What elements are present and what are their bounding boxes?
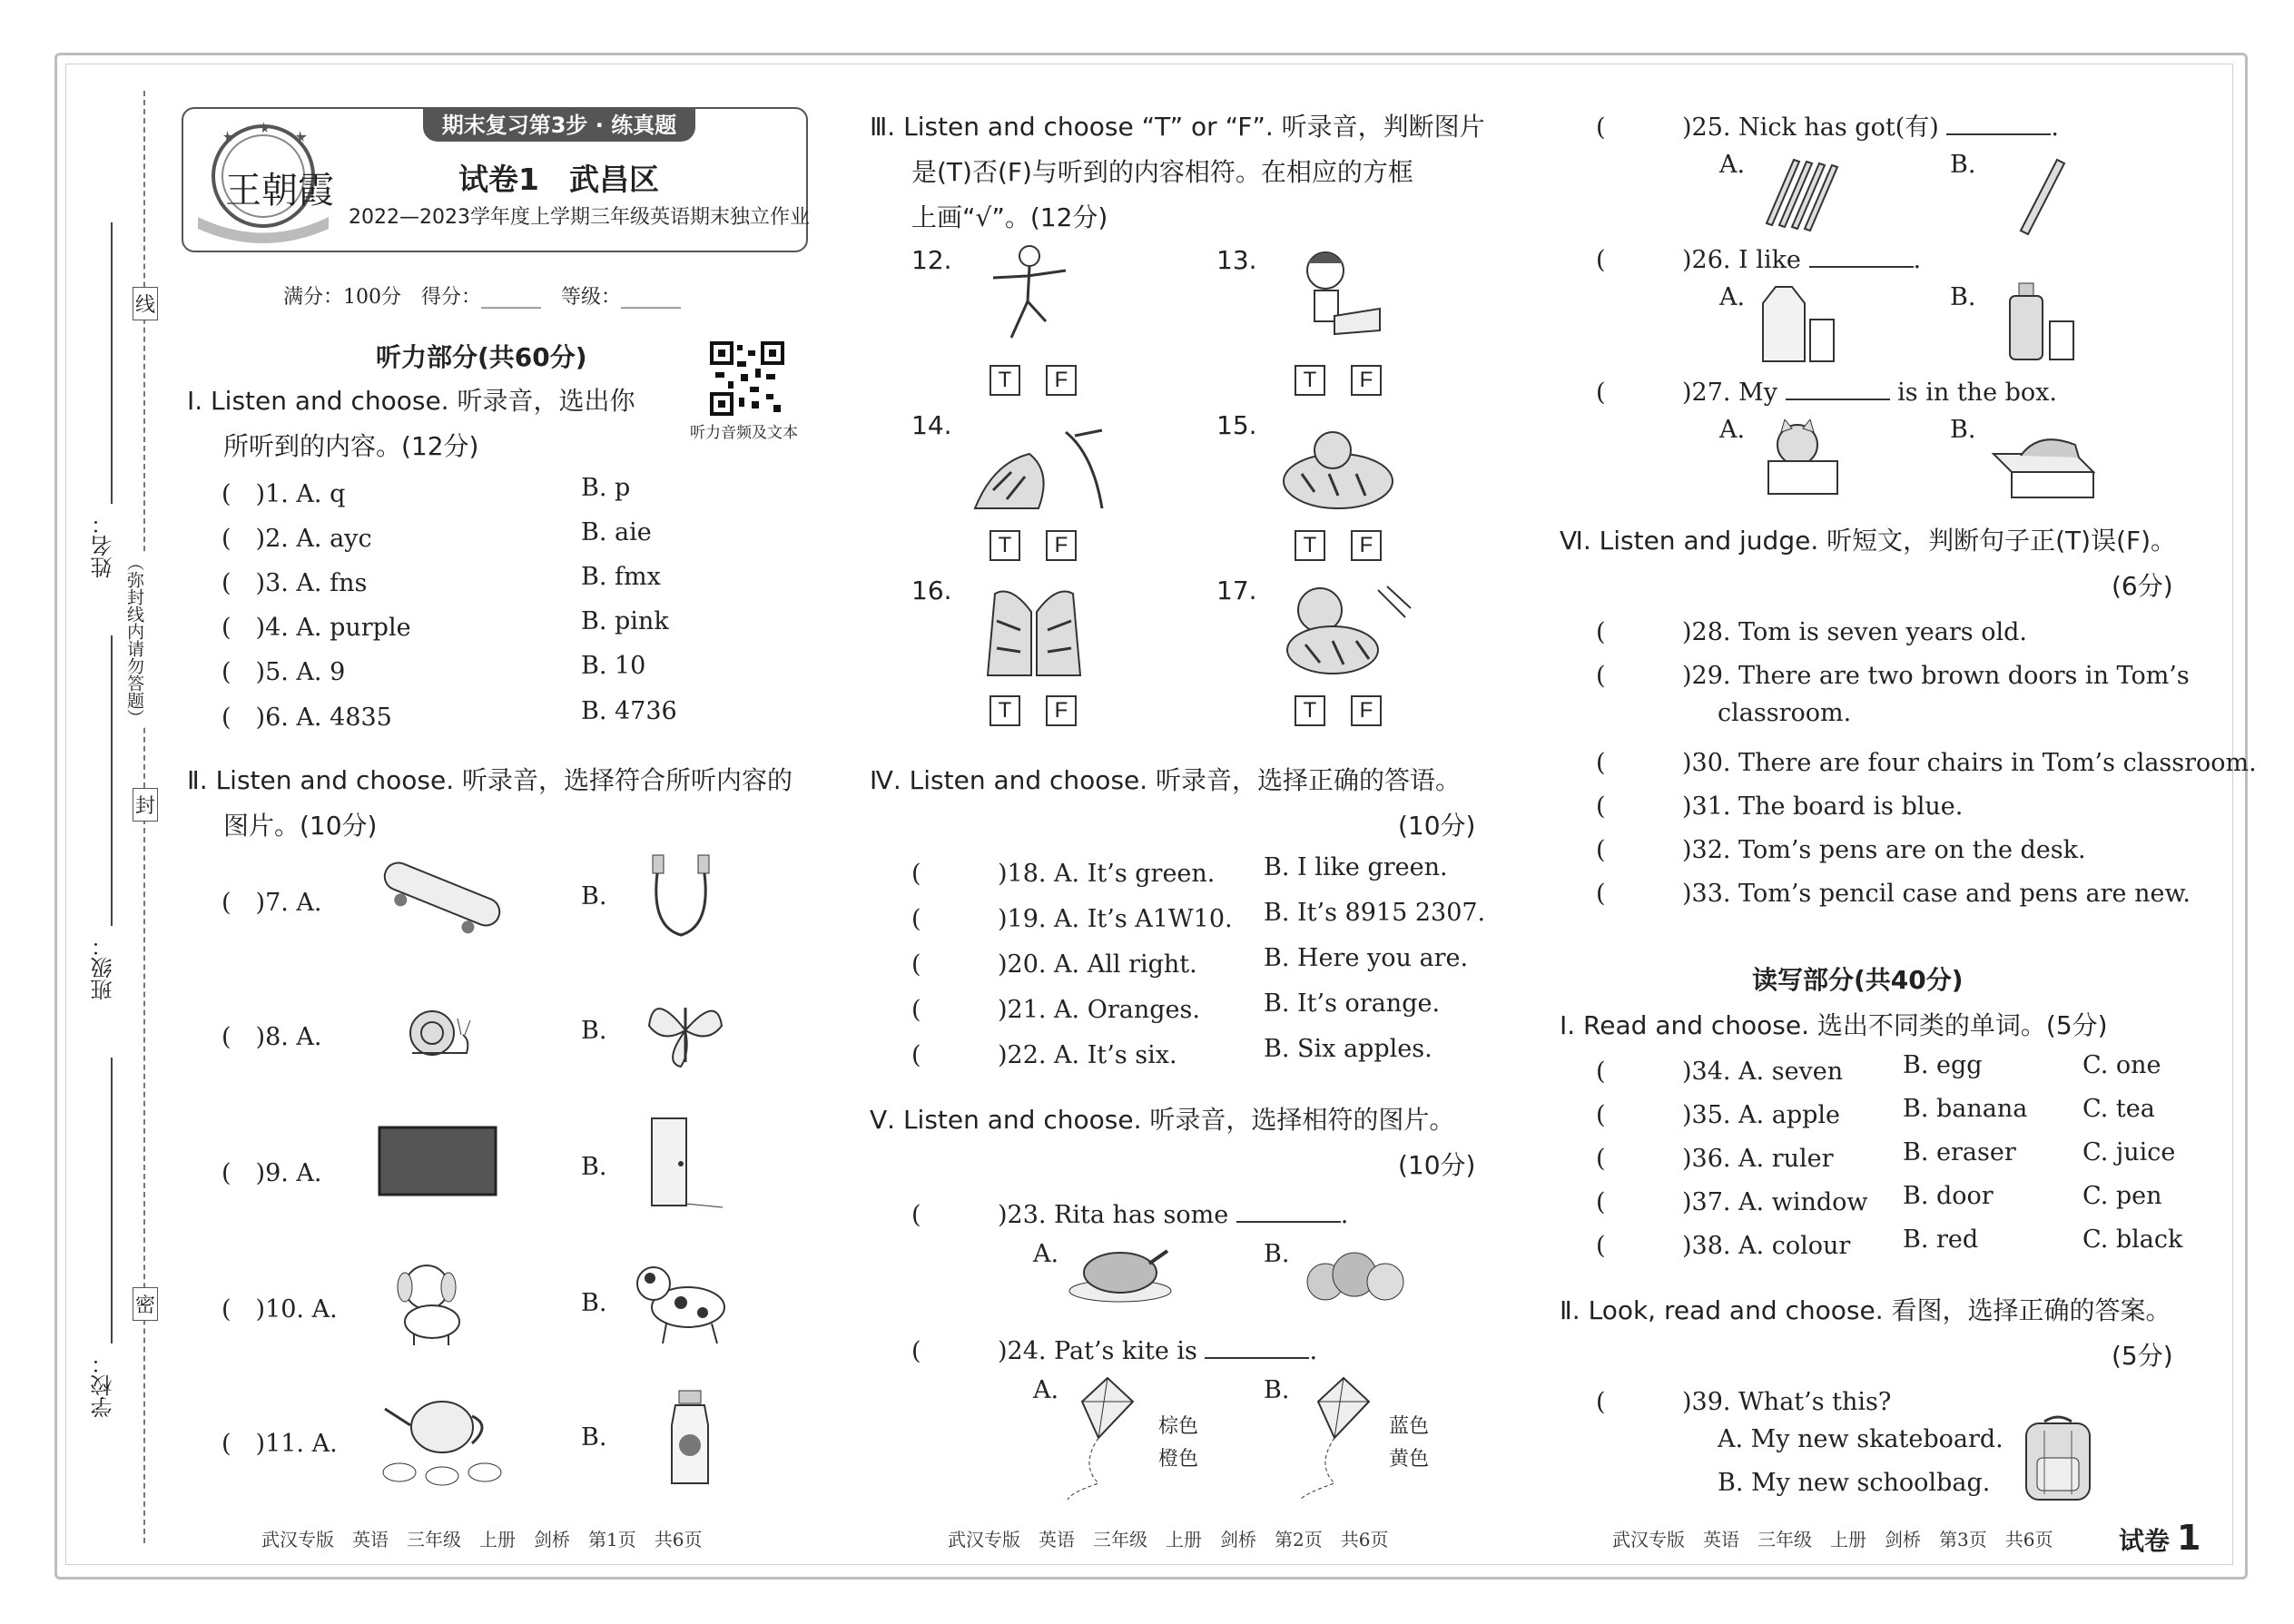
- q39[interactable]: ( )39. What’s this?: [1596, 1388, 1892, 1416]
- header-banner: 期末复习第3步 · 练真题: [423, 109, 695, 142]
- footer-page-3: 武汉专版 英语 三年级 上册 剑桥 第3页 共6页: [1612, 1529, 2053, 1550]
- q13-num: 13.: [1216, 245, 1257, 275]
- q12-tf[interactable]: T F: [989, 365, 1102, 396]
- running-boy-icon: [984, 243, 1075, 349]
- q31[interactable]: ( )31. The board is blue.: [1596, 792, 1964, 821]
- snail-icon: [403, 999, 476, 1066]
- q21-b: B. It’s orange.: [1264, 989, 1441, 1018]
- q37[interactable]: ( )37. A. window: [1596, 1188, 1868, 1216]
- q10-b: B.: [581, 1289, 607, 1317]
- boy-reading-icon: [1289, 243, 1389, 349]
- q17-tf[interactable]: T F: [1295, 695, 1407, 726]
- skateboard-icon: [374, 853, 510, 939]
- q7[interactable]: ( )7. A.: [222, 889, 322, 917]
- kite-a-icon: [1062, 1374, 1135, 1505]
- q1[interactable]: ( )1. A. q: [222, 480, 346, 508]
- s2-title2: 图片。(10分): [223, 811, 378, 841]
- q27-a: A.: [1719, 416, 1746, 444]
- puppy-icon: [381, 1256, 481, 1351]
- q39-b: B. My new schoolbag.: [1718, 1469, 1991, 1497]
- q34[interactable]: ( )34. A. seven: [1596, 1058, 1844, 1086]
- q35[interactable]: ( )35. A. apple: [1596, 1101, 1840, 1129]
- fruit-basket-icon: [1300, 1244, 1409, 1311]
- s3-title2: 是(T)否(F)与听到的内容相符。在相应的方框: [911, 157, 1413, 187]
- s3-title: Ⅲ. Listen and choose “T” or “F”. 听录音，判断图片: [870, 112, 1485, 142]
- q4[interactable]: ( )4. A. purple: [222, 614, 411, 642]
- q18-b: B. I like green.: [1264, 853, 1448, 881]
- q35-c: C. tea: [2082, 1095, 2155, 1123]
- spotted-dog-icon: [626, 1253, 744, 1356]
- q36-b: B. eraser: [1903, 1138, 2016, 1166]
- q5-b: B. 10: [581, 652, 646, 680]
- q16-num: 16.: [911, 576, 952, 605]
- q36-c: C. juice: [2082, 1138, 2176, 1166]
- door-icon: [643, 1113, 724, 1216]
- butterfly-icon: [645, 989, 726, 1075]
- pencil-icon: [2015, 154, 2070, 240]
- q37-b: B. door: [1903, 1182, 1994, 1210]
- q17-num: 17.: [1216, 576, 1257, 605]
- q32[interactable]: ( )32. Tom’s pens are on the desk.: [1596, 836, 2086, 864]
- q6[interactable]: ( )6. A. 4835: [222, 704, 392, 732]
- q23-b: B.: [1264, 1240, 1290, 1268]
- q30[interactable]: ( )30. There are four chairs in Tom’s classroom.: [1596, 749, 2257, 777]
- qr-caption: 听力音频及文本: [690, 424, 798, 442]
- kite-a-color-1: 棕色: [1158, 1415, 1199, 1438]
- pencils-icon: [1757, 151, 1839, 236]
- schoolbag-icon: [2017, 1412, 2099, 1507]
- kite-b-color-2: 黄色: [1389, 1448, 1430, 1471]
- q21[interactable]: ( )21. A. Oranges.: [911, 996, 1200, 1024]
- q15-num: 15.: [1216, 410, 1257, 440]
- side-class-label: 班级：: [91, 935, 116, 1000]
- q34-c: C. one: [2082, 1051, 2161, 1079]
- q8[interactable]: ( )8. A.: [222, 1023, 322, 1051]
- q24[interactable]: ( )24. Pat’s kite is .: [911, 1337, 1318, 1365]
- q10[interactable]: ( )10. A.: [222, 1295, 338, 1324]
- q6-b: B. 4736: [581, 697, 677, 725]
- q11-b: B.: [581, 1423, 607, 1452]
- footer-page-1: 武汉专版 英语 三年级 上册 剑桥 第1页 共6页: [261, 1529, 703, 1550]
- q14-num: 14.: [911, 410, 952, 440]
- q20[interactable]: ( )20. A. All right.: [911, 950, 1197, 979]
- q7-b: B.: [581, 882, 607, 910]
- score-line: 满分：100分 得分：______ 等级：______: [283, 286, 681, 309]
- q38[interactable]: ( )38. A. colour: [1596, 1232, 1851, 1260]
- s3-title3: 上画“√”。(12分): [911, 202, 1108, 232]
- q2[interactable]: ( )2. A. ayc: [222, 525, 372, 553]
- s4-title: Ⅳ. Listen and choose. 听录音，选择正确的答语。: [870, 765, 1462, 795]
- s1-title: Ⅰ. Listen and choose. 听录音，选出你: [187, 386, 635, 416]
- s5-points: (10分): [1398, 1150, 1476, 1180]
- q16-tf[interactable]: T F: [989, 695, 1102, 726]
- blackboard-icon: [378, 1126, 497, 1202]
- q39-a: A. My new skateboard.: [1718, 1425, 2004, 1453]
- side-note: （弥封线内请勿答题）: [124, 554, 144, 726]
- side-line-label: 线: [133, 287, 158, 320]
- kite-b-color-1: 蓝色: [1389, 1415, 1430, 1438]
- q24-a: A.: [1033, 1376, 1059, 1404]
- q36[interactable]: ( )36. A. ruler: [1596, 1145, 1834, 1173]
- q12-num: 12.: [911, 245, 952, 275]
- q27[interactable]: ( )27. My is in the box.: [1596, 379, 2057, 407]
- q29-cont: classroom.: [1718, 699, 1852, 727]
- q18[interactable]: ( )18. A. It’s green.: [911, 860, 1216, 888]
- q4-b: B. pink: [581, 607, 669, 635]
- logo-text: 王朝霞: [225, 170, 334, 212]
- kite-b-icon: [1293, 1374, 1374, 1505]
- q38-b: B. red: [1903, 1225, 1979, 1254]
- q22-b: B. Six apples.: [1264, 1035, 1433, 1063]
- milk-bottle-icon: [663, 1389, 717, 1492]
- q27-b: B.: [1950, 416, 1976, 444]
- side-seal-label: 封: [133, 788, 158, 822]
- juice-bottle-icon: [1997, 281, 2079, 367]
- kite-a-color-2: 橙色: [1158, 1448, 1199, 1471]
- r2-title: Ⅱ. Look, read and choose. 看图，选择正确的答案。: [1560, 1295, 2171, 1325]
- q35-b: B. banana: [1903, 1095, 2028, 1123]
- q13-tf[interactable]: T F: [1295, 365, 1407, 396]
- roast-chicken-icon: [1066, 1240, 1175, 1307]
- q37-c: C. pen: [2082, 1182, 2162, 1210]
- q5[interactable]: ( )5. A. 9: [222, 658, 346, 686]
- s6-title: Ⅵ. Listen and judge. 听短文，判断句子正(T)误(F)。: [1560, 526, 2177, 556]
- q8-b: B.: [581, 1017, 607, 1045]
- reading-title: 读写部分(共40分): [1752, 965, 1964, 995]
- exam-title: 试卷1 武昌区: [458, 162, 659, 197]
- s4-points: (10分): [1398, 811, 1476, 841]
- q14-tf[interactable]: T F: [989, 530, 1102, 561]
- q9-b: B.: [581, 1153, 607, 1181]
- teapot-icon: [374, 1389, 510, 1492]
- q19-b: B. It’s 8915 2307.: [1264, 899, 1486, 927]
- q23-a: A.: [1033, 1240, 1059, 1268]
- s6-points: (6分): [2112, 571, 2173, 601]
- s1-title2: 所听到的内容。(12分): [223, 431, 479, 461]
- q2-b: B. aie: [581, 518, 652, 546]
- q20-b: B. Here you are.: [1264, 944, 1469, 972]
- side-dense-label: 密: [133, 1287, 158, 1321]
- q3-b: B. fmx: [581, 563, 661, 591]
- exam-subtitle: 2022—2023学年度上学期三年级英语期末独立作业: [349, 206, 810, 229]
- q9[interactable]: ( )9. A.: [222, 1159, 322, 1187]
- q23[interactable]: ( )23. Rita has some .: [911, 1201, 1349, 1229]
- q11[interactable]: ( )11. A.: [222, 1430, 338, 1458]
- q26-a: A.: [1719, 283, 1746, 311]
- r1-title: Ⅰ. Read and choose. 选出不同类的单词。(5分): [1560, 1010, 2108, 1040]
- footer-page-2: 武汉专版 英语 三年级 上册 剑桥 第2页 共6页: [948, 1529, 1389, 1550]
- q38-c: C. black: [2082, 1225, 2183, 1254]
- jump-rope-icon: [645, 853, 717, 948]
- q33[interactable]: ( )33. Tom’s pencil case and pens are new.: [1596, 880, 2191, 908]
- two-tigers-icon: [984, 585, 1084, 683]
- q1-b: B. p: [581, 474, 631, 502]
- q25[interactable]: ( )25. Nick has got(有) .: [1596, 113, 2059, 142]
- q25-b: B.: [1950, 151, 1976, 179]
- s5-title: Ⅴ. Listen and choose. 听录音，选择相符的图片。: [870, 1105, 1455, 1135]
- qr-code[interactable]: [710, 341, 784, 416]
- side-school-label: 学校：: [91, 1353, 116, 1418]
- milk-carton-icon: [1756, 283, 1837, 369]
- q25-a: A.: [1719, 151, 1746, 179]
- tiger-sitting-icon: [1269, 581, 1414, 684]
- side-school-field[interactable]: [111, 1058, 113, 1343]
- side-class-field[interactable]: [111, 635, 113, 926]
- paper-label: 试卷 1: [2119, 1518, 2201, 1558]
- q29[interactable]: ( )29. There are two brown doors in Tom’s: [1596, 662, 2190, 690]
- tiger-branch-icon: [966, 427, 1111, 521]
- tiger-lying-icon: [1275, 423, 1402, 523]
- side-name-field[interactable]: [111, 222, 113, 504]
- q3[interactable]: ( )3. A. fns: [222, 569, 368, 597]
- q28[interactable]: ( )28. Tom is seven years old.: [1596, 618, 2027, 646]
- s2-title: Ⅱ. Listen and choose. 听录音，选择符合所听内容的: [187, 765, 793, 795]
- listening-title: 听力部分(共60分): [376, 342, 587, 372]
- q34-b: B. egg: [1903, 1051, 1983, 1079]
- q24-b: B.: [1264, 1376, 1290, 1404]
- shoe-in-box-icon: [1984, 427, 2102, 503]
- r2-points: (5分): [2112, 1341, 2173, 1371]
- side-name-label: 姓名：: [91, 513, 116, 578]
- cat-in-box-icon: [1761, 419, 1843, 499]
- q15-tf[interactable]: T F: [1295, 530, 1407, 561]
- q26[interactable]: ( )26. I like .: [1596, 246, 1922, 274]
- q19[interactable]: ( )19. A. It’s A1W10.: [911, 905, 1233, 933]
- q26-b: B.: [1950, 283, 1976, 311]
- q22[interactable]: ( )22. A. It’s six.: [911, 1041, 1177, 1069]
